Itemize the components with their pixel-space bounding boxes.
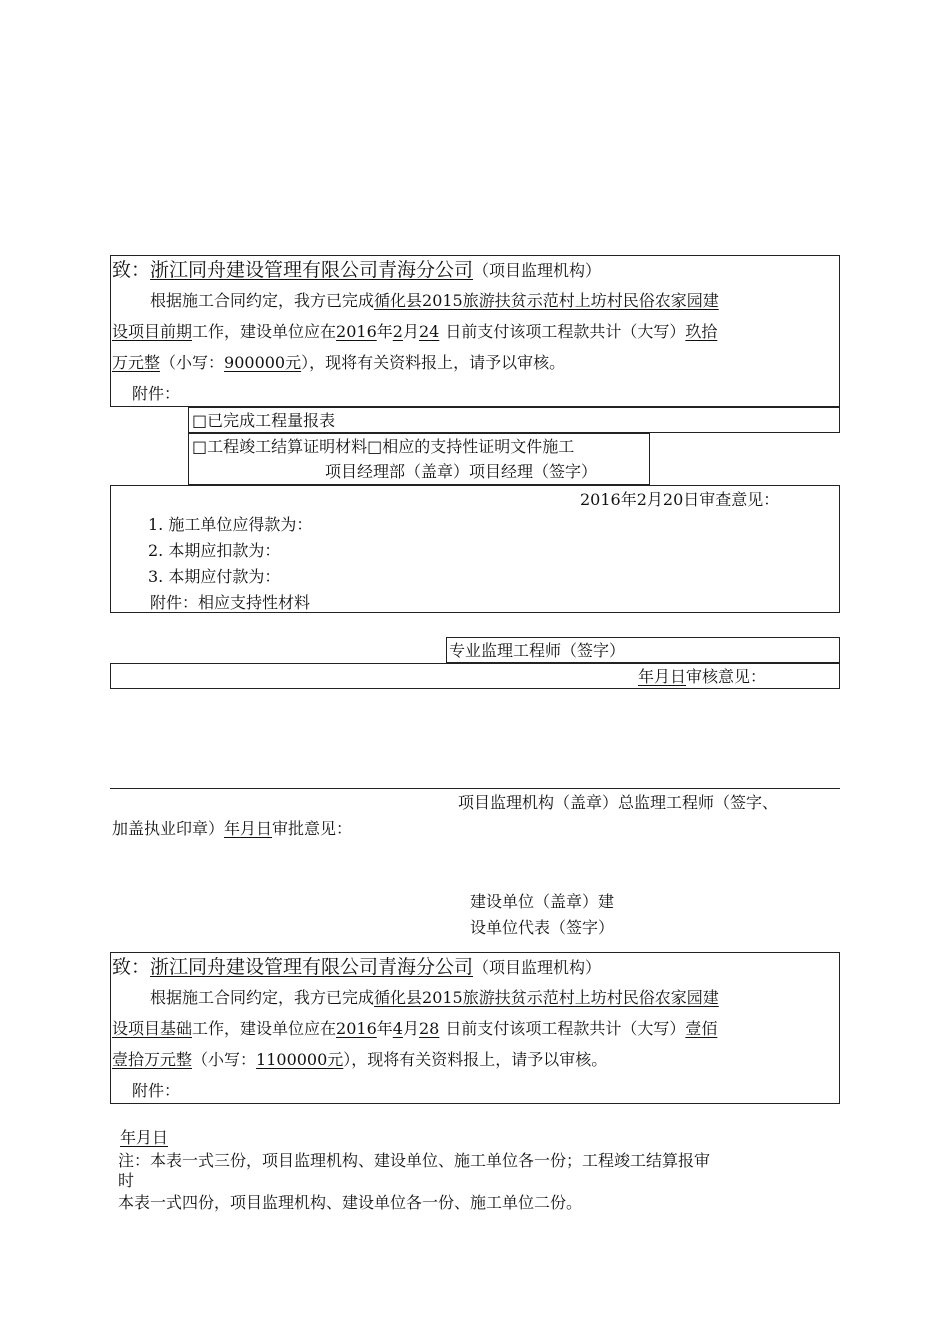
project-name: 循化县2015旅游扶贫示范村上坊村民俗农家园建	[374, 988, 719, 1007]
text: 月	[402, 1019, 419, 1038]
text: ），现将有关资料报上，请予以审核。	[343, 1050, 608, 1069]
pay-day: 28	[418, 1019, 440, 1038]
text: 加盖执业印章）	[112, 819, 225, 838]
review-attach: 附件：相应支持性材料	[150, 593, 311, 612]
to-label: 致：	[112, 259, 151, 281]
footer-note3: 本表一式四份，项目监理机构、建设单位各一份、施工单位二份。	[118, 1193, 583, 1212]
text: 年	[376, 1019, 393, 1038]
to-company: 浙江同舟建设管理有限公司青海分公司	[150, 956, 474, 978]
owner-line2: 设单位代表（签字）	[470, 918, 615, 937]
footer-note2: 时	[118, 1171, 135, 1190]
review-item2: 2. 本期应扣款为：	[148, 541, 281, 560]
audit-line	[638, 667, 766, 687]
form2-attach-label: 附件：	[132, 1081, 181, 1100]
amount-capital: 玖拾	[685, 322, 718, 341]
chief-ymd: 年月日	[224, 819, 273, 838]
form1-para-line3	[112, 353, 565, 373]
pay-month: 2	[392, 322, 403, 341]
text: （小写：	[192, 1050, 257, 1069]
project-phase: 设项目基础	[112, 1019, 193, 1038]
amount-small: 900000元	[224, 353, 302, 372]
text: 审批意见：	[272, 819, 353, 838]
footer-note1: 注：本表一式三份，项目监理机构、建设单位、施工单位各一份；工程竣工结算报审	[118, 1151, 711, 1170]
text: 日前支付该项工程款共计（大写）	[445, 1019, 686, 1038]
audit-ymd: 年月日	[638, 667, 687, 686]
pay-month: 4	[392, 1019, 403, 1038]
text: 月	[402, 322, 419, 341]
review-item3: 3. 本期应付款为：	[148, 567, 281, 586]
text: 根据施工合同约定，我方已完成	[150, 988, 375, 1007]
form1-attach-label: 附件：	[132, 384, 181, 403]
amount-capital-cont: 万元整	[112, 353, 161, 372]
text: 根据施工合同约定，我方已完成	[150, 291, 375, 310]
project-name: 循化县2015旅游扶贫示范村上坊村民俗农家园建	[374, 291, 719, 310]
owner-line1: 建设单位（盖章）建	[470, 892, 615, 911]
pay-day: 24	[418, 322, 440, 341]
audit-label: 审核意见：	[686, 667, 767, 686]
text: 工作，建设单位应在	[192, 322, 337, 341]
pay-year: 2016	[336, 1019, 377, 1038]
to-suffix: （项目监理机构）	[473, 958, 602, 977]
text: 日前支付该项工程款共计（大写）	[445, 322, 686, 341]
amount-small: 1100000元	[256, 1050, 344, 1069]
text: （小写：	[160, 353, 225, 372]
chief-line2	[112, 819, 352, 839]
pay-year: 2016	[336, 322, 377, 341]
chief-divider	[110, 788, 840, 789]
footer-ymd: 年月日	[120, 1128, 169, 1147]
checkbox-completed-quantity[interactable]: □已完成工程量报表	[192, 411, 336, 430]
to-company: 浙江同舟建设管理有限公司青海分公司	[150, 259, 474, 281]
project-phase: 设项目前期	[112, 322, 193, 341]
form2-to-line	[112, 957, 601, 978]
form1-para-line1	[150, 291, 719, 311]
review-date-line: 2016年2月20日审查意见：	[580, 490, 780, 509]
checkbox-settlement-docs[interactable]: □工程竣工结算证明材料□相应的支持性证明文件施工	[192, 437, 575, 456]
contractor-sign-line: 项目经理部（盖章）项目经理（签字）	[325, 462, 598, 481]
form1-para-line2	[112, 322, 717, 342]
engineer-sign-label: 专业监理工程师（签字）	[449, 641, 626, 660]
form1-to-line	[112, 260, 601, 281]
text: 年	[376, 322, 393, 341]
chief-line1: 项目监理机构（盖章）总监理工程师（签字、	[458, 793, 779, 812]
text: 工作，建设单位应在	[192, 1019, 337, 1038]
text: ），现将有关资料报上，请予以审核。	[301, 353, 566, 372]
form2-para-line1	[150, 988, 719, 1008]
form2-para-line2	[112, 1019, 717, 1039]
form2-para-line3	[112, 1050, 607, 1070]
review-item1: 1. 施工单位应得款为：	[148, 515, 313, 534]
amount-capital-cont: 壹拾万元整	[112, 1050, 193, 1069]
amount-capital: 壹佰	[685, 1019, 718, 1038]
to-suffix: （项目监理机构）	[473, 261, 602, 280]
to-label: 致：	[112, 956, 151, 978]
